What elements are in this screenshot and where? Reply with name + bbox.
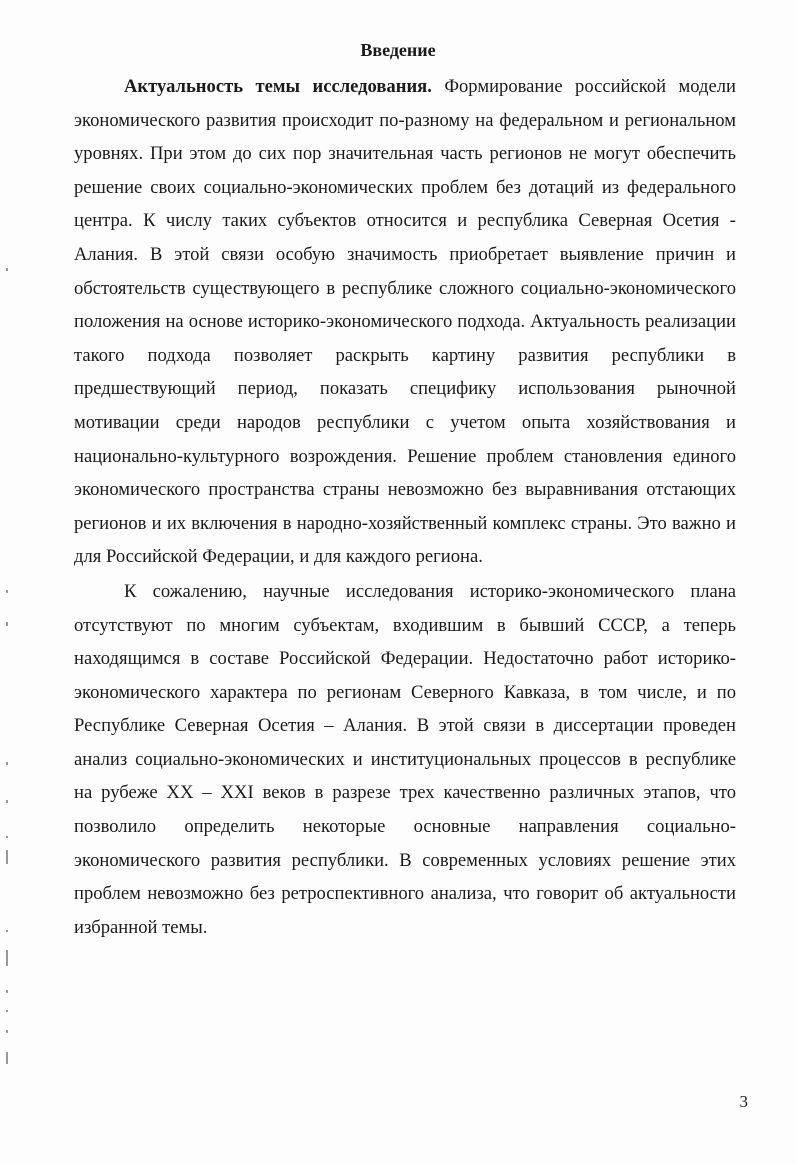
paragraph-text: Формирование российской модели экономического развития происходит по-разному на федеральном и региональном уровнях. При этом до сих пор значительная часть регионов не могут обеспечить решение своих социально-экономических проблем без дотаций из федерального центра. К числу таких субъектов относится и республика Северная Осетия - Алания. В этой связи особую значимость приобретает выявление причин и обстоятельств существующего в республике сложного социально-экономического положения на основе историко-экономического подхода. Актуальность реализации такого подхода позволяет раскрыть картину развития республики в предшествующий период, показать специфику использования рыночной мотивации среди народов республики с учетом опыта хозяйствования и национально-культурного возрождения. Решение проблем становления единого экономического пространства страны невозможно без выравнивания отстающих регионов и их включения в народно-хозяйственный комплекс страны. Это важно и для Российской Федерации, и для каждого региона. [74,76,736,568]
section-heading: Введение [360,40,436,60]
page-number: 3 [739,1092,748,1111]
scan-edge-marks [0,0,14,1165]
paragraph-relevance [74,70,736,574]
body-text [74,70,736,944]
paragraph-lead: Актуальность темы исследования. [124,76,432,97]
paragraph-text: К сожалению, научные исследования историко-экономического плана отсутствуют по многим субъектам, входившим в бывший СССР, а теперь находящимся в составе Российской Федерации. Недостаточно работ историко-экономического характера по регионам Северного Кавказа, в том числе, и по Республике Северная Осетия – Алания. В этой связи в диссертации проведен анализ социально-экономических и институциональных процессов в республике на рубеже XX – XXI веков в разрезе трех качественно различных этапов, что позволило определить некоторые основные направления социально-экономического развития республики. В современных условиях решение этих проблем невозможно без ретроспективного анализа, что говорит об актуальности избранной темы. [74,580,736,938]
paragraph-research-gap [74,575,736,945]
